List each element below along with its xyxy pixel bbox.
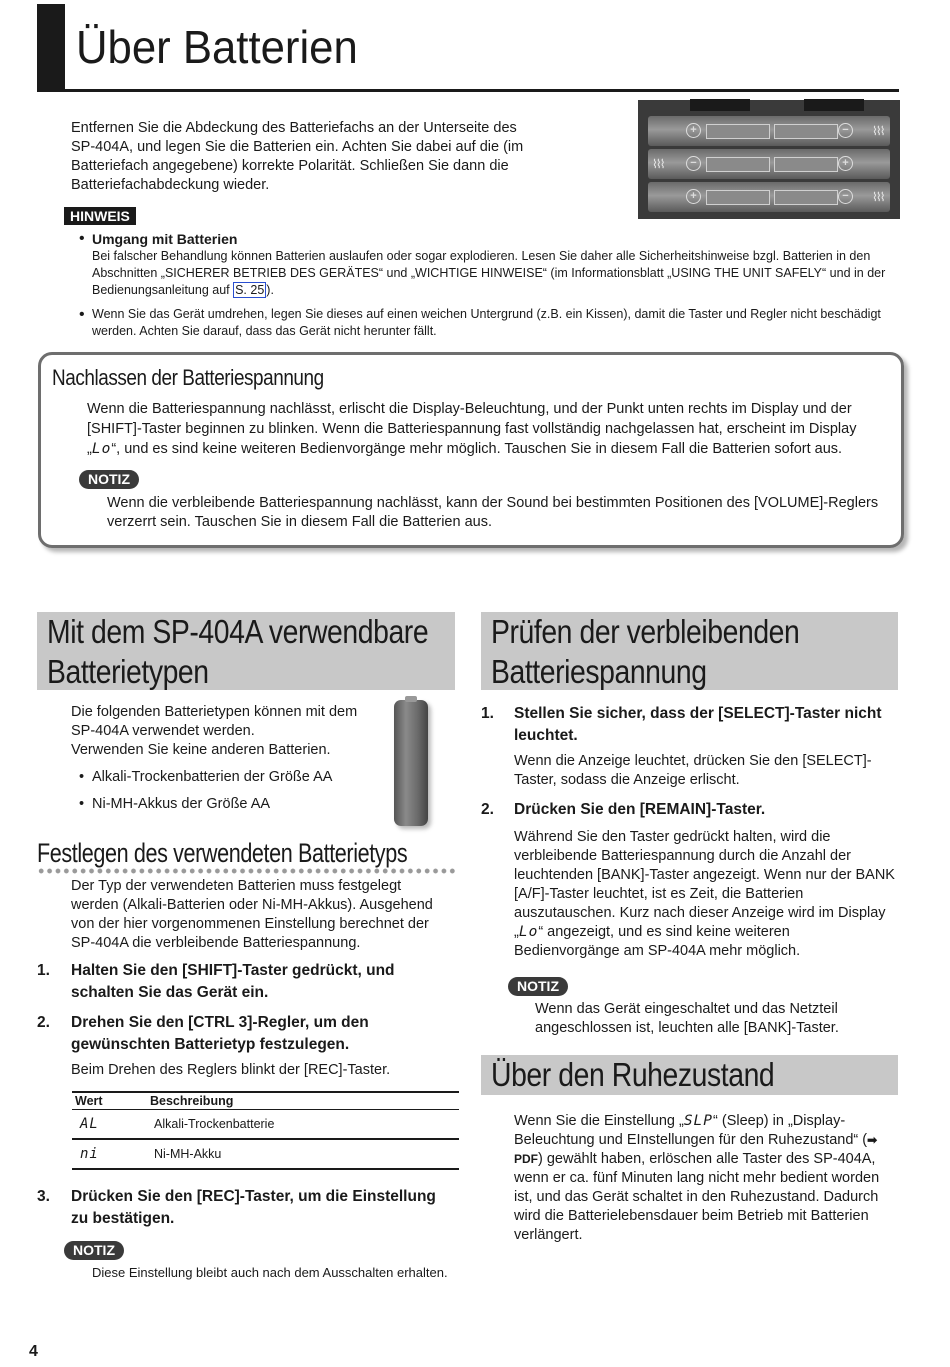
plus-icon: + [686, 123, 701, 138]
page-title: Über Batterien [76, 21, 358, 73]
spring-icon: ⌇⌇⌇ [872, 190, 884, 204]
battery-type-list [79, 768, 333, 814]
lcd-display-text: SLP [683, 1113, 714, 1129]
page-reference-link[interactable]: S. 25 [235, 283, 265, 297]
notiz-text: Wenn die verbleibende Batteriespannung nachlässt, kann der Sound bei bestimmten Positionen des [VOLUME]-Reglers verzerrt sein. Tauschen Sie in diesem Fall die Batterien aus. [107, 495, 879, 530]
table-cell-value: ni [72, 1139, 150, 1169]
notiz-text: Diese Einstellung bleibt auch nach dem Ausschalten erhalten. [92, 1265, 448, 1280]
step-sub-text: Wenn die Anzeige leuchtet, drücken Sie den [SELECT]-Taster, sodass die Anzeige erlischt. [514, 753, 872, 788]
hinweis-item-title: Umgang mit Batterien [92, 231, 238, 247]
minus-icon: − [838, 189, 853, 204]
step-number: 2. [481, 801, 494, 818]
notiz-badge: NOTIZ [508, 977, 568, 996]
heading-line: Batterietypen [47, 653, 209, 690]
hinweis-list [79, 230, 897, 340]
section-heading-battery-types [37, 612, 455, 690]
bullet-icon: • [79, 796, 85, 812]
notiz-badge: NOTIZ [64, 1241, 124, 1260]
spring-icon: ⌇⌇⌇ [652, 157, 664, 171]
section-heading-sleep [481, 1055, 898, 1095]
types-paragraph: Die folgenden Batterietypen können mit dem SP-404A verwendet werden. [71, 704, 358, 739]
page-number: 4 [29, 1343, 38, 1360]
list-item [79, 795, 332, 814]
list-item [79, 306, 897, 340]
list-item [79, 230, 897, 299]
table-header: Beschreibung [150, 1092, 459, 1110]
box-paragraph [87, 399, 887, 459]
step-number: 2. [37, 1014, 50, 1031]
dotted-rule [37, 868, 457, 874]
step-text: Drücken Sie den [REMAIN]-Taster. [514, 801, 766, 818]
intro-paragraph: Entfernen Sie die Abdeckung des Batteriefachs an der Unterseite des SP-404A, und legen Sie die Batterien ein. Achten Sie dabei auf die (im Batteriefach angegebene) korrekte Polarität. Schließen Sie dann die Batteriefachabdeckung wieder. [71, 120, 524, 193]
bullet-icon: • [79, 230, 85, 247]
box-text-part: “, und es sind keine weiteren Bedienvorgänge mehr möglich. Tauschen Sie in diesem Fall die Batterien sofort aus. [111, 441, 843, 457]
notiz-badge: NOTIZ [79, 470, 139, 489]
sleep-text-part: ) gewählt haben, erlöschen alle Taster des SP-404A, wenn er ca. fünf Minuten lang nicht mehr bedient worden ist, und das Gerät schaltet in den Ruhezustand. Dadurch wird die Batterielebensdauer beim Betrieb mit Batterien verlängert. [514, 1151, 880, 1243]
step-number: 1. [481, 705, 494, 722]
step-number: 3. [37, 1188, 50, 1205]
hinweis-text-part: Bei falscher Behandlung können Batterien auslaufen oder sogar explodieren. Lesen Sie daher alle Sicherheitshinweise bzgl. Batterien in den Abschnitten „SICHERER BETRIEB DES GERÄTES“ und „WICHTIGE HINWEISE“ (im Informationsblatt „USING THE UNIT SAFELY“ und in der Bedienungsanleitung auf [92, 249, 886, 297]
hinweis-item-text: Wenn Sie das Gerät umdrehen, legen Sie dieses auf einen weichen Untergrund (z.B. ein Kissen), damit die Taster und Regler nicht beschädigt werden. Achten Sie darauf, dass das Gerät nicht herunter fällt. [92, 307, 881, 338]
list-item-text: Alkali-Trockenbatterien der Größe AA [92, 769, 333, 785]
battery-compartment-image [638, 100, 900, 219]
table-row [72, 1139, 459, 1169]
spring-icon: ⌇⌇⌇ [872, 124, 884, 138]
minus-icon: − [838, 123, 853, 138]
lcd-display-text: Lo [91, 441, 112, 457]
plus-icon: + [686, 189, 701, 204]
pdf-reference-link[interactable]: PDF [514, 1152, 538, 1166]
step-text: Drücken Sie den [REC]-Taster, um die Einstellung zu bestätigen. [71, 1188, 436, 1227]
list-item [79, 768, 333, 787]
title-rule [37, 89, 899, 92]
heading-line: Batteriespannung [491, 653, 707, 690]
heading-line: Prüfen der verbleibenden [491, 613, 800, 650]
aa-battery-image [394, 700, 428, 826]
table-header-row [72, 1092, 459, 1110]
box-heading: Nachlassen der Batteriespannung [52, 365, 324, 390]
step-sub-text [514, 828, 896, 961]
minus-icon: − [686, 156, 701, 171]
arrow-right-icon: ➡ [867, 1133, 878, 1147]
sleep-paragraph [514, 1112, 896, 1245]
table-cell-description: Ni-MH-Akku [150, 1139, 459, 1169]
types-paragraph-2: Verwenden Sie keine anderen Batterien. [71, 742, 331, 758]
step-text: Drehen Sie den [CTRL 3]-Regler, um den gewünschten Batterietyp festzulegen. [71, 1014, 369, 1053]
sleep-text-part: “ (Sleep) in „Display-Beleuchtung und EInstellungen für den Ruhezustand“ ( [514, 1113, 868, 1148]
step-sub-text: Beim Drehen des Reglers blinkt der [REC]-Taster. [71, 1062, 391, 1078]
step-sub-text-part: Während Sie den Taster gedrückt halten, wird die verbleibende Batteriespannung durch die Anzahl der leuchtenden [BANK]-Taster angezeigt. Wenn nur der BANK [A/F]-Taster leuchtet, ist es Zeit, die Batterien auszutauschen. Kurz nach dieser Anzeige wird im Display „ [514, 829, 895, 940]
bullet-icon: • [79, 769, 85, 785]
lcd-display-text: Lo [518, 924, 539, 940]
step-number: 1. [37, 962, 50, 979]
heading-line: Mit dem SP-404A verwendbare [47, 613, 429, 650]
plus-icon: + [838, 156, 853, 171]
box-text-part: Wenn die Batteriespannung nachlässt, erlischt die Display-Beleuchtung, und der Punkt unten rechts im Display und der [SHIFT]-Taster beginnen zu blinken. Wenn die Batteriespannung fast vollständig nachgelassen hat, erscheint im Display „ [87, 401, 857, 457]
step-text: Stellen Sie sicher, dass der [SELECT]-Taster nicht leuchtet. [514, 705, 882, 744]
hinweis-item-text [92, 248, 897, 299]
bullet-icon: • [79, 306, 85, 323]
battery-type-table [72, 1091, 459, 1170]
table-cell-value: AL [72, 1110, 150, 1140]
table-header: Wert [72, 1092, 150, 1110]
hinweis-badge: HINWEIS [64, 207, 136, 225]
list-item-text: Ni-MH-Akkus der Größe AA [92, 796, 271, 812]
heading-line: Über den Ruhezustand [491, 1056, 775, 1093]
step-text: Halten Sie den [SHIFT]-Taster gedrückt, und schalten Sie das Gerät ein. [71, 962, 395, 1001]
step-sub-text-part: “ angezeigt, und es sind keine weiteren Bedienvorgänge am SP-404A mehr möglich. [514, 924, 801, 959]
battery-voltage-box [38, 352, 904, 548]
table-row [72, 1110, 459, 1140]
hinweis-text-part: ). [266, 283, 274, 297]
section-heading-check-voltage [481, 612, 898, 690]
subsection-heading-set-type: Festlegen des verwendeten Batterietyps [37, 838, 408, 868]
table-cell-description: Alkali-Trockenbatterie [150, 1110, 459, 1140]
title-bar [37, 4, 65, 92]
set-type-paragraph: Der Typ der verwendeten Batterien muss festgelegt werden (Alkali-Batterien oder Ni-MH-Akkus). Ausgehend von der hier vorgenommenen Einstellung berechnet der SP-404A die verbleibende Batteriespannung. [71, 878, 433, 951]
sleep-text-part: Wenn Sie die Einstellung „ [514, 1113, 684, 1129]
notiz-text: Wenn das Gerät eingeschaltet und das Netzteil angeschlossen ist, leuchten alle [BANK]-Taster. [535, 1001, 839, 1036]
